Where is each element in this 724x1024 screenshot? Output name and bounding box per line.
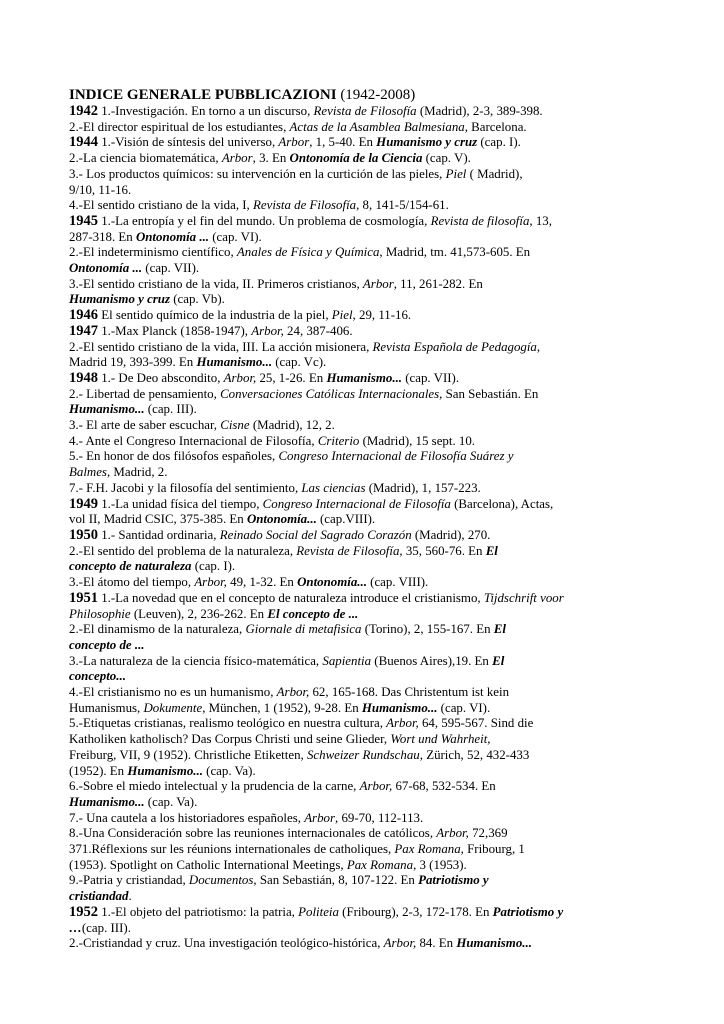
list-item bbox=[69, 936, 589, 952]
list-item bbox=[69, 292, 589, 308]
journal-title: Giornale di metafisica bbox=[245, 622, 362, 637]
year-label: 1952 bbox=[69, 903, 98, 920]
entry-text: 1.-Max Planck (1858-1947), bbox=[98, 323, 252, 338]
entry-text: 24, 387-406. bbox=[283, 323, 353, 338]
book-reference: concepto... bbox=[69, 669, 126, 684]
book-reference: concepto de ... bbox=[69, 637, 145, 652]
journal-title: Las ciencias bbox=[301, 480, 366, 495]
entry-text: 3.- Los productos químicos: su intervención en la curtición de las pieles, bbox=[69, 166, 446, 181]
list-item bbox=[69, 685, 589, 701]
entry-text: 2.-La ciencia biomatemática, bbox=[69, 151, 222, 166]
journal-title: Sapientia bbox=[322, 653, 372, 668]
entry-text: , Madrid, 2. bbox=[106, 465, 168, 480]
entry-text: Humanismus, bbox=[69, 700, 144, 715]
list-item bbox=[69, 481, 589, 497]
book-reference: Humanismo... bbox=[326, 370, 403, 385]
entry-text: (cap. III). bbox=[81, 920, 131, 935]
entry-text: , 29, 11-16. bbox=[352, 308, 412, 323]
list-item bbox=[69, 889, 589, 905]
journal-title: Dokumente bbox=[143, 700, 203, 715]
entry-text: (cap. VIII). bbox=[366, 575, 429, 590]
book-reference: Humanismo... bbox=[69, 402, 145, 417]
year-label: 1949 bbox=[69, 495, 98, 512]
entry-text: Freiburg, VII, 9 (1952). Christliche Etiketten, bbox=[69, 747, 307, 762]
entry-text: 1.-La novedad que en el concepto de naturaleza introduce el cristianismo, bbox=[98, 590, 484, 605]
entry-text: 2.-El director espiritual de los estudiantes, bbox=[69, 119, 290, 134]
document-page bbox=[69, 86, 589, 952]
list-item bbox=[69, 811, 589, 827]
entry-text: 5.- En honor de dos filósofos españoles, bbox=[69, 449, 279, 464]
entry-text: (cap. Va). bbox=[144, 794, 198, 809]
entry-text: , 35, 560-76. En bbox=[399, 543, 486, 558]
entry-text: 2.-Cristiandad y cruz. Una investigación teológico-histórica, bbox=[69, 936, 384, 951]
year-label: 1951 bbox=[69, 589, 98, 606]
document-title bbox=[69, 86, 589, 104]
book-reference: Humanismo y cruz bbox=[376, 135, 478, 150]
list-item bbox=[69, 230, 589, 246]
entry-text: (Madrid), 270. bbox=[411, 527, 491, 542]
journal-title: Philosophie bbox=[69, 606, 131, 621]
entry-text: 2.-El sentido del problema de la naturaleza, bbox=[69, 543, 297, 558]
journal-title: Revista de Filosofía bbox=[313, 104, 417, 118]
list-item bbox=[69, 544, 589, 560]
book-reference: Humanismo... bbox=[361, 700, 438, 715]
list-item bbox=[69, 842, 589, 858]
entry-text: (Madrid), 2-3, 389-398. bbox=[416, 104, 543, 118]
journal-title: Arbor, bbox=[359, 779, 393, 794]
entry-text: 287-318. En bbox=[69, 229, 136, 244]
entry-text: , Barcelona. bbox=[464, 119, 527, 134]
journal-title: Arbor bbox=[221, 151, 253, 166]
list-item bbox=[69, 654, 589, 670]
entry-text: 2.- Libertad de pensamiento, bbox=[69, 386, 221, 401]
entry-text: 25, 1-26. En bbox=[256, 370, 327, 385]
journal-title: Arbor bbox=[362, 276, 394, 291]
entry-text: (Fribourg), 2-3, 172-178. En bbox=[338, 904, 493, 919]
entry-text: San Sebastián, 8, 107-122. En bbox=[256, 873, 419, 888]
list-item bbox=[69, 748, 589, 764]
entry-text: 72,369 bbox=[468, 826, 508, 841]
journal-title: Congreso Internacional de Filosofía Suárez y bbox=[278, 449, 514, 464]
journal-title: Wort und Wahrheit, bbox=[390, 732, 491, 747]
book-reference: Ontonomía... bbox=[297, 575, 367, 590]
book-reference: Ontonomía de la Ciencia bbox=[289, 151, 423, 166]
list-item bbox=[69, 418, 589, 434]
book-reference: Humanismo... bbox=[196, 355, 273, 370]
entry-text: 9/10, 11-16. bbox=[69, 182, 132, 197]
list-item bbox=[69, 402, 589, 418]
year-label: 1945 bbox=[69, 212, 98, 229]
entry-text: (cap.VIII). bbox=[316, 512, 376, 527]
entry-text: 4.- Ante el Congreso Internacional de Filosofía, bbox=[69, 433, 318, 448]
book-reference: Humanismo... bbox=[127, 763, 203, 778]
list-item bbox=[69, 858, 589, 874]
book-reference: Humanismo... bbox=[69, 794, 145, 809]
journal-title: Arbor, bbox=[251, 323, 284, 338]
list-item bbox=[69, 921, 589, 937]
book-reference: El bbox=[492, 653, 505, 668]
entry-text: (Madrid), 15 sept. 10. bbox=[359, 433, 475, 448]
entry-text: 67-68, 532-534. En bbox=[392, 779, 496, 794]
entry-text: 6.-Sobre el miedo intelectual y la prudencia de la carne, bbox=[69, 779, 360, 794]
entry-text: 3.-El átomo del tiempo, bbox=[69, 575, 195, 590]
entry-text: 1.-La unidad física del tiempo, bbox=[98, 496, 263, 511]
journal-title: Arbor, bbox=[436, 826, 469, 841]
entry-text: , Fribourg, 1 bbox=[460, 842, 525, 857]
entry-text: (Madrid), 12, 2. bbox=[249, 418, 335, 433]
list-item bbox=[69, 135, 589, 151]
list-item bbox=[69, 340, 589, 356]
journal-title: Piel bbox=[331, 308, 353, 323]
entry-text: , 1, 5-40. En bbox=[309, 135, 377, 150]
entry-text: (cap. I). bbox=[191, 559, 236, 574]
entry-text: (cap. Vc). bbox=[272, 355, 327, 370]
entry-text: (Barcelona), Actas, bbox=[450, 496, 554, 511]
entry-text: , 11, 261-282. En bbox=[393, 276, 483, 291]
list-item bbox=[69, 198, 589, 214]
entry-text: 2.-El sentido cristiano de la vida, III. La acción misionera, bbox=[69, 339, 373, 354]
journal-title: Congreso Internacional de Filosofía bbox=[262, 496, 451, 511]
entry-text: (cap. Va). bbox=[202, 763, 256, 778]
list-item bbox=[69, 764, 589, 780]
entry-text: , München, 1 (1952), 9-28. En bbox=[202, 700, 362, 715]
list-item bbox=[69, 622, 589, 638]
list-item bbox=[69, 355, 589, 371]
book-reference: El concepto de ... bbox=[267, 606, 359, 621]
journal-title: Revista de filosofía bbox=[430, 213, 530, 228]
list-item bbox=[69, 701, 589, 717]
journal-title: Revista Española de Pedagogía bbox=[372, 339, 537, 354]
list-item bbox=[69, 607, 589, 623]
entry-text: El sentido químico de la industria de la piel, bbox=[98, 308, 332, 323]
list-item bbox=[69, 183, 589, 199]
list-item bbox=[69, 638, 589, 654]
title-years: (1942-2008) bbox=[340, 87, 416, 103]
entry-text: (Madrid), 1, 157-223. bbox=[365, 480, 481, 495]
list-item bbox=[69, 497, 589, 513]
entry-text: , 69-70, 112-113. bbox=[335, 810, 424, 825]
entry-text: 4.-El cristianismo no es un humanismo, bbox=[69, 685, 277, 700]
book-reference: cristiandad bbox=[69, 889, 129, 904]
list-item bbox=[69, 873, 589, 889]
entry-text: 3.- El arte de saber escuchar, bbox=[69, 418, 221, 433]
entry-text: , San Sebastián. En bbox=[439, 386, 539, 401]
entry-text: 1.-Investigación. En torno a un discurso, bbox=[98, 104, 314, 118]
list-item bbox=[69, 575, 589, 591]
entry-text: , 3 (1953). bbox=[413, 857, 467, 872]
journal-title: Anales de Física y Química bbox=[236, 245, 380, 260]
entry-text: (cap. VI). bbox=[437, 700, 491, 715]
book-reference: … bbox=[69, 920, 82, 935]
entry-text: (Leuven), 2, 236-262. En bbox=[130, 606, 268, 621]
list-item bbox=[69, 449, 589, 465]
entry-text: 1.-La entropía y el fin del mundo. Un problema de cosmología, bbox=[98, 213, 431, 228]
list-item bbox=[69, 434, 589, 450]
journal-title: Actas de la Asamblea Balmesiana bbox=[289, 119, 465, 134]
entry-text: 5.-Etiquetas cristianas, realismo teológico en nuestra cultura, bbox=[69, 716, 387, 731]
book-reference: El bbox=[485, 543, 498, 558]
entry-text: 3.-El sentido cristiano de la vida, II. Primeros cristianos, bbox=[69, 276, 363, 291]
entry-text: 7.- F.H. Jacobi y la filosofía del sentimiento, bbox=[69, 480, 302, 495]
entry-text: 7.- Una cautela a los historiadores españoles, bbox=[69, 810, 305, 825]
book-reference: Humanismo... bbox=[456, 936, 532, 951]
entry-text: vol II, Madrid CSIC, 375-385. En bbox=[69, 512, 247, 527]
journal-title: Schweizer Rundschau bbox=[306, 747, 420, 762]
journal-title: Balmes bbox=[69, 465, 107, 480]
book-reference: El bbox=[493, 622, 506, 637]
entry-text: (1953). Spotlight on Catholic International Meetings, bbox=[69, 857, 347, 872]
entry-text: , Madrid, tm. 41,573-605. En bbox=[379, 245, 531, 260]
journal-title: Tijdschrift voor bbox=[483, 590, 564, 605]
entry-text: , 13, bbox=[529, 213, 552, 228]
entry-text: 371.Réflexions sur les réunions internationales de catholiques, bbox=[69, 842, 395, 857]
publication-list bbox=[69, 104, 589, 952]
list-item bbox=[69, 167, 589, 183]
journal-title: Arbor, bbox=[383, 936, 417, 951]
list-item bbox=[69, 214, 589, 230]
journal-title: Conversaciones Católicas Internacionales bbox=[220, 386, 440, 401]
entry-text: 49, 1-32. En bbox=[226, 575, 298, 590]
entry-text: (1952). En bbox=[69, 763, 128, 778]
list-item bbox=[69, 669, 589, 685]
entry-text: , Zürich, 52, 432-433 bbox=[419, 747, 530, 762]
list-item bbox=[69, 277, 589, 293]
entry-text: (cap. V). bbox=[422, 151, 471, 166]
entry-text: 84. En bbox=[416, 936, 457, 951]
list-item bbox=[69, 779, 589, 795]
journal-title: Arbor, bbox=[276, 685, 310, 700]
year-label: 1946 bbox=[69, 307, 98, 324]
book-reference: Humanismo y cruz bbox=[69, 292, 170, 307]
year-label: 1950 bbox=[69, 526, 98, 543]
entry-text: , bbox=[536, 339, 541, 354]
list-item bbox=[69, 528, 589, 544]
entry-text: Madrid 19, 393-399. En bbox=[69, 355, 197, 370]
entry-text: (cap. VI). bbox=[209, 229, 262, 244]
journal-title: Arbor, bbox=[223, 370, 257, 385]
entry-text: (Buenos Aires),19. En bbox=[371, 653, 493, 668]
list-item bbox=[69, 387, 589, 403]
list-item bbox=[69, 324, 589, 340]
list-item bbox=[69, 559, 589, 575]
journal-title: Pax Romana bbox=[394, 842, 461, 857]
list-item bbox=[69, 371, 589, 387]
entry-text: 1.-Visión de síntesis del universo, bbox=[98, 135, 279, 150]
journal-title: Cisne bbox=[220, 418, 250, 433]
year-label: 1942 bbox=[69, 103, 98, 119]
entry-text: 64, 595-567. Sind die bbox=[418, 716, 534, 731]
entry-text: Katholiken katholisch? Das Corpus Christi und seine Glieder, bbox=[69, 732, 391, 747]
entry-text: (cap. Vb). bbox=[170, 292, 225, 307]
book-reference: Ontonomía ... bbox=[135, 229, 210, 244]
entry-text: 1.- Santidad ordinaria, bbox=[98, 527, 220, 542]
journal-title: Arbor bbox=[304, 810, 335, 825]
entry-text: ( Madrid), bbox=[466, 166, 523, 181]
entry-text: 62, 165-168. Das Christentum ist kein bbox=[309, 685, 510, 700]
entry-text: 8.-Una Consideración sobre las reuniones internacionales de católicos, bbox=[69, 826, 437, 841]
list-item bbox=[69, 732, 589, 748]
entry-text: 9.-Patria y cristiandad, bbox=[69, 873, 189, 888]
journal-title: Criterio bbox=[317, 433, 360, 448]
entry-text: (cap. I). bbox=[477, 135, 521, 150]
year-label: 1944 bbox=[69, 134, 98, 151]
journal-title: Reinado Social del Sagrado Corazón bbox=[219, 527, 412, 542]
journal-title: Revista de Filosofía bbox=[253, 198, 357, 213]
journal-title: Arbor, bbox=[386, 716, 419, 731]
journal-title: Politeia bbox=[298, 904, 339, 919]
book-reference: Patriotismo y bbox=[492, 904, 564, 919]
entry-text: 2.-El dinamismo de la naturaleza, bbox=[69, 622, 246, 637]
list-item bbox=[69, 826, 589, 842]
journal-title: Piel bbox=[445, 166, 467, 181]
list-item bbox=[69, 591, 589, 607]
list-item bbox=[69, 245, 589, 261]
list-item bbox=[69, 512, 589, 528]
entry-text: 4.-El sentido cristiano de la vida, I, bbox=[69, 198, 253, 213]
entry-text: 3.-La naturaleza de la ciencia físico-matemática, bbox=[69, 653, 323, 668]
title-bold: INDICE GENERALE PUBBLICAZIONI bbox=[69, 87, 337, 103]
book-reference: concepto de naturaleza bbox=[69, 559, 192, 574]
list-item bbox=[69, 795, 589, 811]
entry-text: 2.-El indeterminismo científico, bbox=[69, 245, 237, 260]
entry-text: (cap. VII). bbox=[402, 370, 460, 385]
entry-text: , 8, 141-5/154-61. bbox=[356, 198, 449, 213]
entry-text: , 3. En bbox=[252, 151, 290, 166]
list-item bbox=[69, 120, 589, 136]
book-reference: Ontonomía ... bbox=[69, 261, 143, 276]
list-item bbox=[69, 151, 589, 167]
entry-text: . bbox=[128, 889, 132, 904]
year-label: 1947 bbox=[69, 322, 98, 339]
list-item bbox=[69, 308, 589, 324]
entry-text: (cap. VII). bbox=[142, 261, 200, 276]
list-item bbox=[69, 716, 589, 732]
book-reference: Patriotismo y bbox=[418, 873, 489, 888]
journal-title: Revista de Filosofía bbox=[296, 543, 400, 558]
journal-title: Arbor, bbox=[194, 575, 227, 590]
journal-title: Documentos, bbox=[188, 873, 257, 888]
list-item bbox=[69, 465, 589, 481]
entry-text: 1.-El objeto del patriotismo: la patria, bbox=[98, 904, 299, 919]
book-reference: Ontonomía... bbox=[246, 512, 317, 527]
entry-text: (Torino), 2, 155-167. En bbox=[361, 622, 494, 637]
journal-title: Pax Romana bbox=[346, 857, 414, 872]
list-item bbox=[69, 261, 589, 277]
entry-text: 1.- De Deo abscondito, bbox=[98, 370, 224, 385]
list-item bbox=[69, 104, 589, 120]
year-label: 1948 bbox=[69, 369, 98, 386]
entry-text: (cap. III). bbox=[144, 402, 197, 417]
list-item bbox=[69, 905, 589, 921]
journal-title: Arbor bbox=[278, 135, 310, 150]
